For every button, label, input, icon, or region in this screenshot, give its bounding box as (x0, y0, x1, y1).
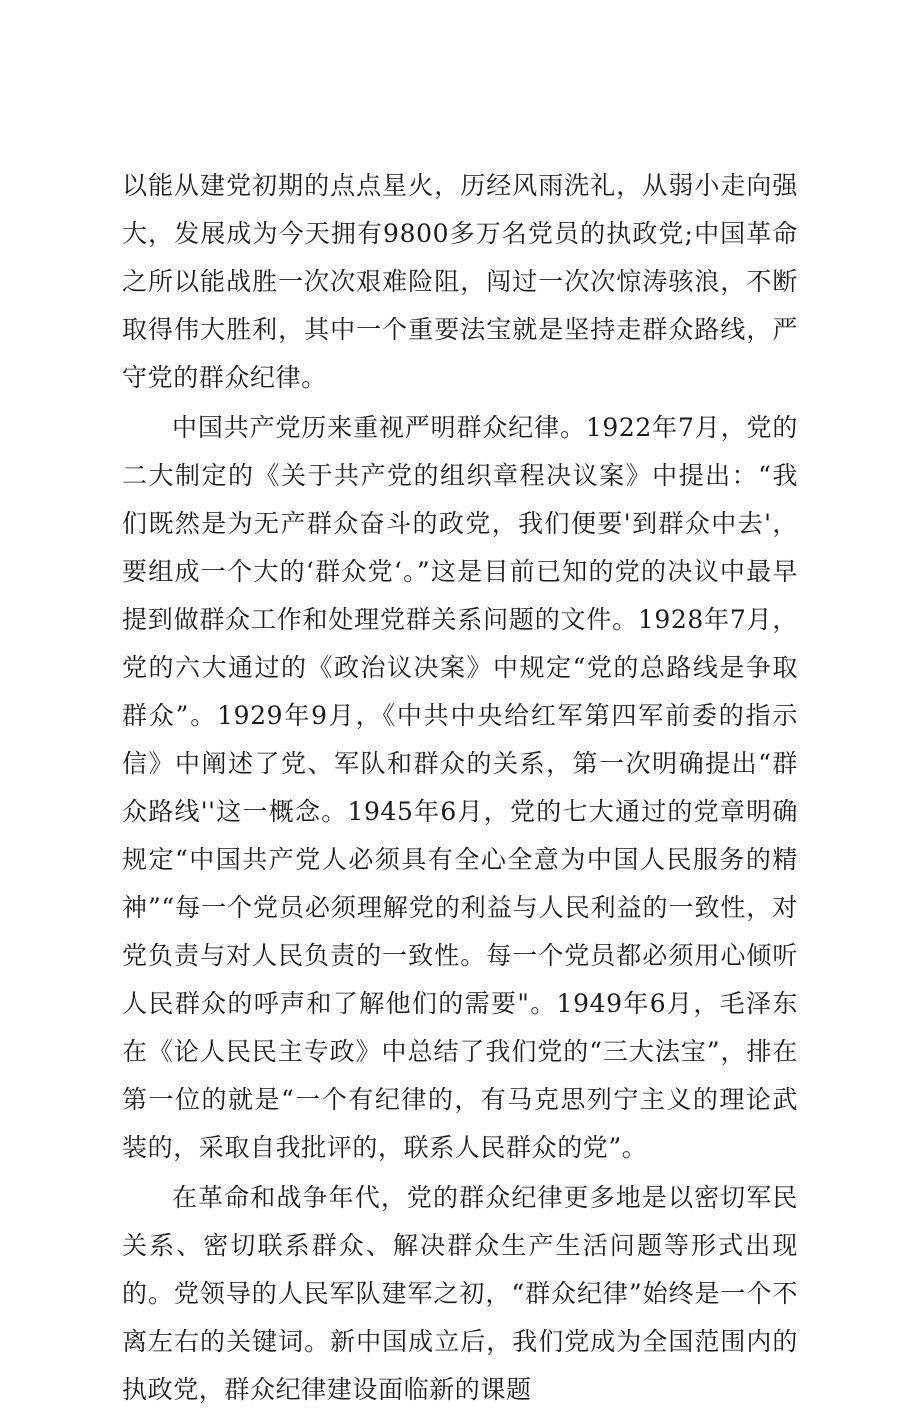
document-body (122, 162, 798, 1414)
paragraph-3: 在革命和战争年代，党的群众纪律更多地是以密切军民关系、密切联系群众、解决群众生产生活问题等形式出现的。党领导的人民军队建军之初，“群众纪律”始终是一个不离左右的关键词。新中国成立后，我们党成为全国范围内的执政党，群众纪律建设面临新的课题 (122, 1183, 798, 1404)
paragraph-2: 中国共产党历来重视严明群众纪律。1922年7月，党的二大制定的《关于共产党的组织章程决议案》中提出：“我们既然是为无产群众奋斗的政党，我们便要'到群众中去'，要组成一个大的‘群众党‘。”这是目前已知的党的决议中最早提到做群众工作和处理党群关系问题的文件。1928年7月，党的六大通过的《政治议决案》中规定“党的总路线是争取群众”。1929年9月，《中共中央给红军第四军前委的指示信》中阐述了党、军队和群众的关系，第一次明确提出“群众路线''这一概念。1945年6月，党的七大通过的党章明确规定“中国共产党人必须具有全心全意为中国人民服务的精神”“每一个党员必须理解党的利益与人民利益的一致性，对党负责与对人民负责的一致性。每一个党员都必须用心倾听人民群众的呼声和了解他们的需要"。1949年6月，毛泽东在《论人民民主专政》中总结了我们党的“三大法宝”，排在第一位的就是“一个有纪律的，有马克思列宁主义的理论武装的，采取自我批评的，联系人民群众的党”。 (122, 413, 798, 1162)
paragraph-1: 以能从建党初期的点点星火，历经风雨洗礼，从弱小走向强大，发展成为今天拥有9800多万名党员的执政党;中国革命之所以能战胜一次次艰难险阻，闯过一次次惊涛骇浪，不断取得伟大胜利，其中一个重要法宝就是坚持走群众路线，严守党的群众纪律。 (122, 171, 798, 392)
